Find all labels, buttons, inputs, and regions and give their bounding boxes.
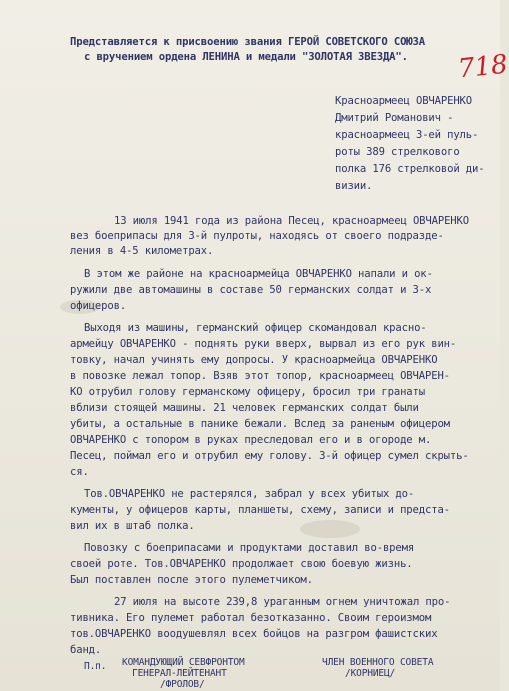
body-line: вблизи стоящей машины. 21 человек германских солдат были — [70, 402, 419, 414]
nominee-line-1: Красноармеец ОВЧАРЕНКО — [335, 95, 473, 107]
nominee-line-6: визии. — [335, 180, 373, 192]
council-title: ЧЛЕН ВОЕННОГО СОВЕТА — [322, 657, 434, 668]
header-line-2: с вручением ордена ЛЕНИНА и медали "ЗОЛОТАЯ ЗВЕЗДА". — [84, 51, 408, 63]
nominee-line-4: роты 389 стрелкового — [335, 146, 460, 158]
body-line: ружили две автомашины в составе 50 германских солдат и 3-х — [70, 284, 432, 296]
body-line: 27 июля на высоте 239,8 ураганным огнем уничтожал про- — [114, 596, 451, 608]
page-number: 718 — [456, 49, 509, 85]
body-line: тивника. Его пулемет работал безотказанно. Своим героизмом — [70, 612, 432, 624]
body-line: Был поставлен после этого пулеметчиком. — [70, 574, 313, 586]
commander-rank: ГЕНЕРАЛ-ЛЕЙТЕНАНТ — [132, 668, 227, 679]
body-line: товку, начал учинять ему допросы. У красноармейца ОВЧАРЕНКО — [70, 354, 438, 366]
body-line: вез боеприпасы для 3-й пулроты, находясь от своего подразде- — [70, 230, 444, 242]
body-line: банд. — [70, 644, 102, 656]
body-line: ления в 4-5 километрах. — [70, 245, 214, 257]
body-line: ОВЧАРЕНКО с топором в руках преследовал его и в огороде м. — [70, 434, 432, 446]
header-line-1: Представляется к присвоению звания ГЕРОЙ СОВЕТСКОГО СОЮЗА — [70, 36, 425, 48]
nominee-line-2: Дмитрий Романович - — [335, 112, 454, 124]
body-line: убиты, а остальные в панике бежали. Вслед за раненым офицером — [70, 418, 450, 430]
body-line: кументы, у офицеров карты, планшеты, схему, записи и предста- — [70, 504, 450, 516]
body-line: тов.ОВЧАРЕНКО воодушевлял всех бойцов на разгром фашистских — [70, 628, 438, 640]
pp-label: П.п. — [84, 661, 107, 672]
body-line: офицеров. — [70, 300, 127, 312]
body-line: Песец, поймал его и отрубил ему голову. 3-й офицер сумел скрыть- — [70, 450, 469, 462]
body-line: Повозку с боеприпасами и продуктами доставил во-время — [84, 542, 415, 554]
nominee-line-3: красноармеец 3-ей пуль- — [335, 129, 479, 141]
body-line: своей роте. Тов.ОВЧАРЕНКО продолжает свою боевую жизнь. — [70, 558, 413, 570]
body-line: В этом же районе на красноармейца ОВЧАРЕНКО напали и ок- — [84, 268, 433, 280]
council-name: /КОРНИЕЦ/ — [345, 668, 396, 679]
commander-name: /ФРОЛОВ/ — [160, 679, 205, 690]
body-line: вил их в штаб полка. — [70, 520, 195, 532]
body-line: армейцу ОВЧАРЕНКО - поднять руки вверх, вырвал из его рук вин- — [70, 338, 457, 350]
body-line: КО отрубил голову германскому офицеру, бросил три гранаты — [70, 386, 425, 398]
body-line: 13 июля 1941 года из района Песец, красноармеец ОВЧАРЕНКО — [114, 215, 469, 227]
commander-title: КОМАНДУЮЩИЙ СЕВФРОНТОМ — [122, 657, 245, 668]
body-line: Тов.ОВЧАРЕНКО не растерялся, забрал у всех убитых до- — [84, 488, 415, 500]
body-line: в повозке лежал топор. Взяв этот топор, красноармеец ОВЧАРЕН- — [70, 370, 450, 382]
nominee-line-5: полка 176 стрелковой ди- — [335, 163, 485, 175]
body-line: Выходя из машины, германский офицер скомандовал красно- — [84, 322, 427, 334]
body-line: ся. — [70, 466, 89, 478]
